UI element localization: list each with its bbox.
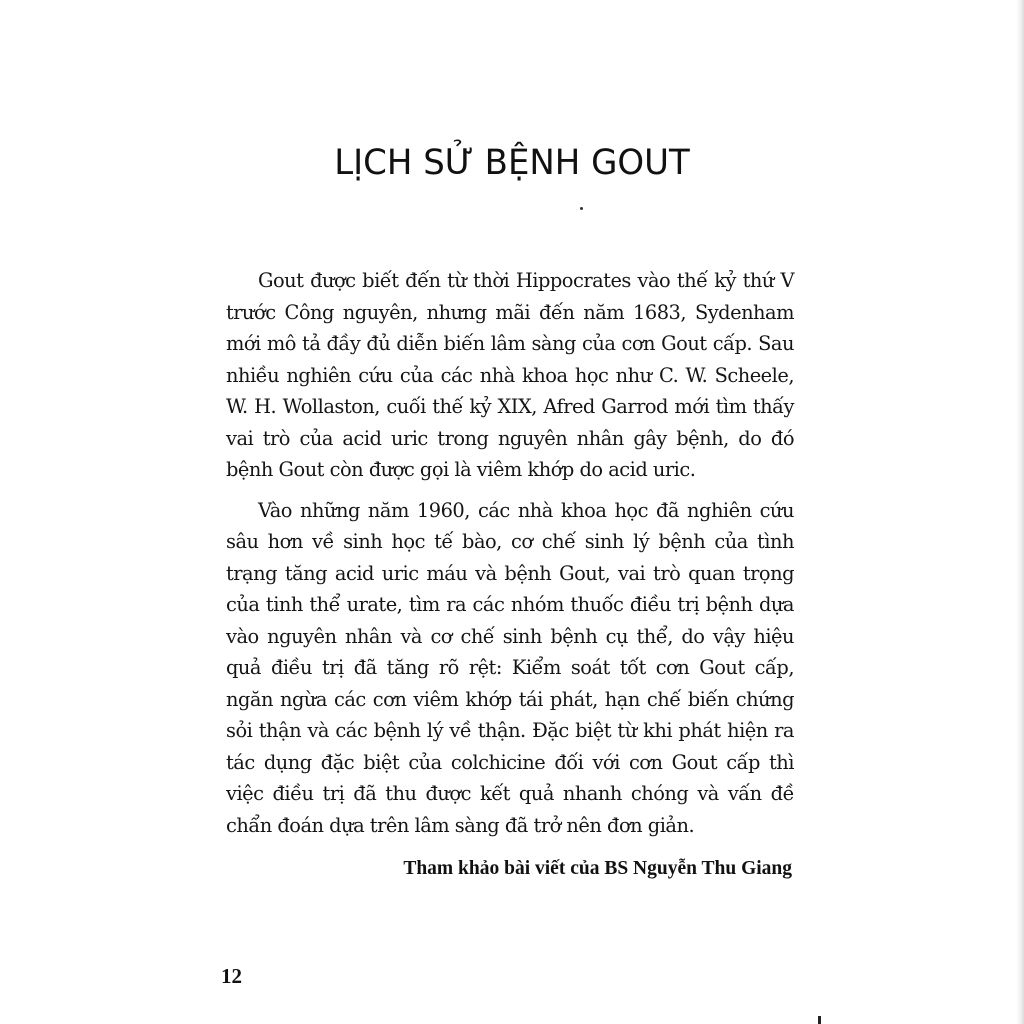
paragraph-history-origin: Gout được biết đến từ thời Hippocrates vào thế kỷ thứ V trước Công nguyên, nhưng mãi đến năm 1683, Sydenham mới mô tả đầy đủ diễn biến lâm sàng của cơn Gout cấp. Sau nhiều nghiên cứu của các nhà khoa học như C. W. Scheele, W. H. Wollaston, cuối thế kỷ XIX, Afred Garrod mới tìm thấy vai trò của acid uric trong nguyên nhân gây bệnh, do đó bệnh Gout còn được gọi là viêm khớp do acid uric.: [226, 269, 794, 481]
attribution-credit: Tham khảo bài viết của BS Nguyễn Thu Giang: [403, 858, 792, 879]
chapter-title: LỊCH SỬ BỆNH GOUT: [334, 143, 690, 183]
page-number: 12: [221, 964, 242, 988]
scan-edge-shadow: [1016, 0, 1024, 1024]
paragraph-modern-research: Vào những năm 1960, các nhà khoa học đã nghiên cứu sâu hơn về sinh học tế bào, cơ chế sinh lý bệnh của tình trạng tăng acid uric máu và bệnh Gout, vai trò quan trọng của tinh thể urate, tìm ra các nhóm thuốc điều trị bệnh dựa vào nguyên nhân và cơ chế sinh bệnh cụ thể, do vậy hiệu quả điều trị đã tăng rõ rệt: Kiểm soát tốt cơn Gout cấp, ngăn ngừa các cơn viêm khớp tái phát, hạn chế biến chứng sỏi thận và các bệnh lý về thận. Đặc biệt từ khi phát hiện ra tác dụng đặc biệt của colchicine đối với cơn Gout cấp thì việc điều trị đã thu được kết quả nhanh chóng và vấn đề chẩn đoán dựa trên lâm sàng đã trở nên đơn giản.: [226, 498, 794, 837]
body-text: [226, 265, 794, 841]
scan-mark: [818, 1016, 821, 1024]
title-ornament-dot: [580, 207, 583, 210]
